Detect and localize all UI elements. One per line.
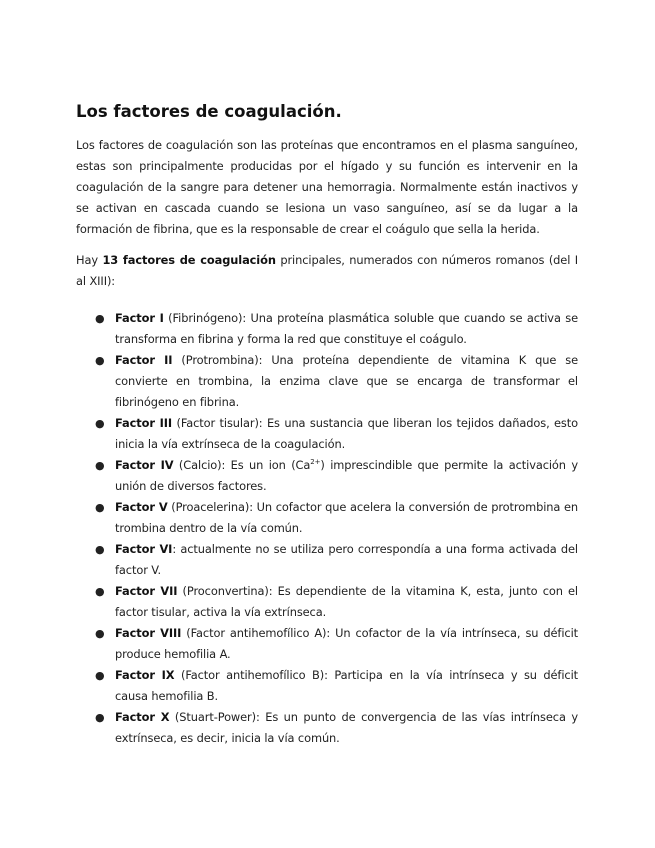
page-title: Los factores de coagulación. <box>76 102 342 121</box>
factor-description: (Proconvertina): Es dependiente de la vitamina K, esta, junto con el factor tisular, activa la vía extrínseca. <box>115 584 578 619</box>
factor-name: Factor V <box>115 500 168 514</box>
factor-name: Factor IV <box>115 458 174 472</box>
factor-description: (Fibrinógeno): Una proteína plasmática soluble que cuando se activa se transforma en fibrina y forma la red que constituye el coágulo. <box>115 311 578 346</box>
bullet-icon: ● <box>95 585 105 598</box>
bullet-icon: ● <box>95 354 105 367</box>
factor-list <box>76 308 578 749</box>
factor-description: (Factor tisular): Es una sustancia que liberan los tejidos dañados, esto inicia la vía extrínseca de la coagulación. <box>115 416 579 451</box>
factor-name: Factor IX <box>115 668 175 682</box>
factor-name: Factor I <box>115 311 164 325</box>
factor-name: Factor X <box>115 710 170 724</box>
list-item-factor-ii <box>76 350 578 413</box>
bullet-icon: ● <box>95 312 105 325</box>
factor-name: Factor II <box>115 353 173 367</box>
count-pre-text: Hay <box>76 253 103 267</box>
factor-description: (Factor antihemofílico B): Participa en la vía intrínseca y su déficit causa hemofilia B. <box>115 668 578 703</box>
factor-description-start: (Calcio): Es un ion (Ca <box>173 458 311 472</box>
list-item-factor-x <box>76 707 578 749</box>
list-item-factor-viii <box>76 623 578 665</box>
factor-name: Factor VII <box>115 584 178 598</box>
bullet-icon: ● <box>95 669 105 682</box>
bullet-icon: ● <box>95 501 105 514</box>
count-post-text: principales, numerados con números romanos (del I al XIII): <box>76 253 579 288</box>
factor-name: Factor III <box>115 416 173 430</box>
factor-description: (Proacelerina): Un cofactor que acelera la conversión de protrombina en trombina dentro de la vía común. <box>115 500 579 535</box>
list-item-factor-i <box>76 308 578 350</box>
factor-description: : actualmente no se utiliza pero correspondía a una forma activada del factor V. <box>115 542 578 577</box>
bullet-icon: ● <box>95 417 105 430</box>
list-item-factor-iv <box>76 455 578 497</box>
factor-description: (Factor antihemofílico A): Un cofactor de la vía intrínseca, su déficit produce hemofilia A. <box>115 626 578 661</box>
factor-name: Factor VIII <box>115 626 182 640</box>
factor-description-end: ) imprescindible que permite la activación y unión de diversos factores. <box>115 458 579 493</box>
list-item-factor-vii <box>76 581 578 623</box>
calcium-charge-superscript: 2+ <box>310 458 321 467</box>
intro-paragraph: Los factores de coagulación son las proteínas que encontramos en el plasma sanguíneo, estas son principalmente producidas por el hígado y su función es intervenir en la coagulación de la sangre para detener una hemorragia. Normalmente están inactivos y se activan en cascada cuando se lesiona un vaso sanguíneo, así se da lugar a la formación de fibrina, que es la responsable de crear el coágulo que sella la herida. <box>76 138 578 236</box>
bullet-icon: ● <box>95 711 105 724</box>
count-bold-text: 13 factores de coagulación <box>102 253 276 267</box>
list-item-factor-v <box>76 497 578 539</box>
list-item-factor-iii <box>76 413 578 455</box>
list-item-factor-ix <box>76 665 578 707</box>
bullet-icon: ● <box>95 459 105 472</box>
bullet-icon: ● <box>95 543 105 556</box>
bullet-icon: ● <box>95 627 105 640</box>
factor-description: (Protrombina): Una proteína dependiente de vitamina K que se convierte en trombina, la enzima clave que se encarga de transformar el fibrinógeno en fibrina. <box>115 353 579 409</box>
document-page <box>76 99 578 749</box>
factor-count-paragraph <box>76 250 578 292</box>
list-item-factor-vi <box>76 539 578 581</box>
factor-name: Factor VI <box>115 542 173 556</box>
factor-description: (Stuart-Power): Es un punto de convergencia de las vías intrínseca y extrínseca, es decir, inicia la vía común. <box>115 710 578 745</box>
